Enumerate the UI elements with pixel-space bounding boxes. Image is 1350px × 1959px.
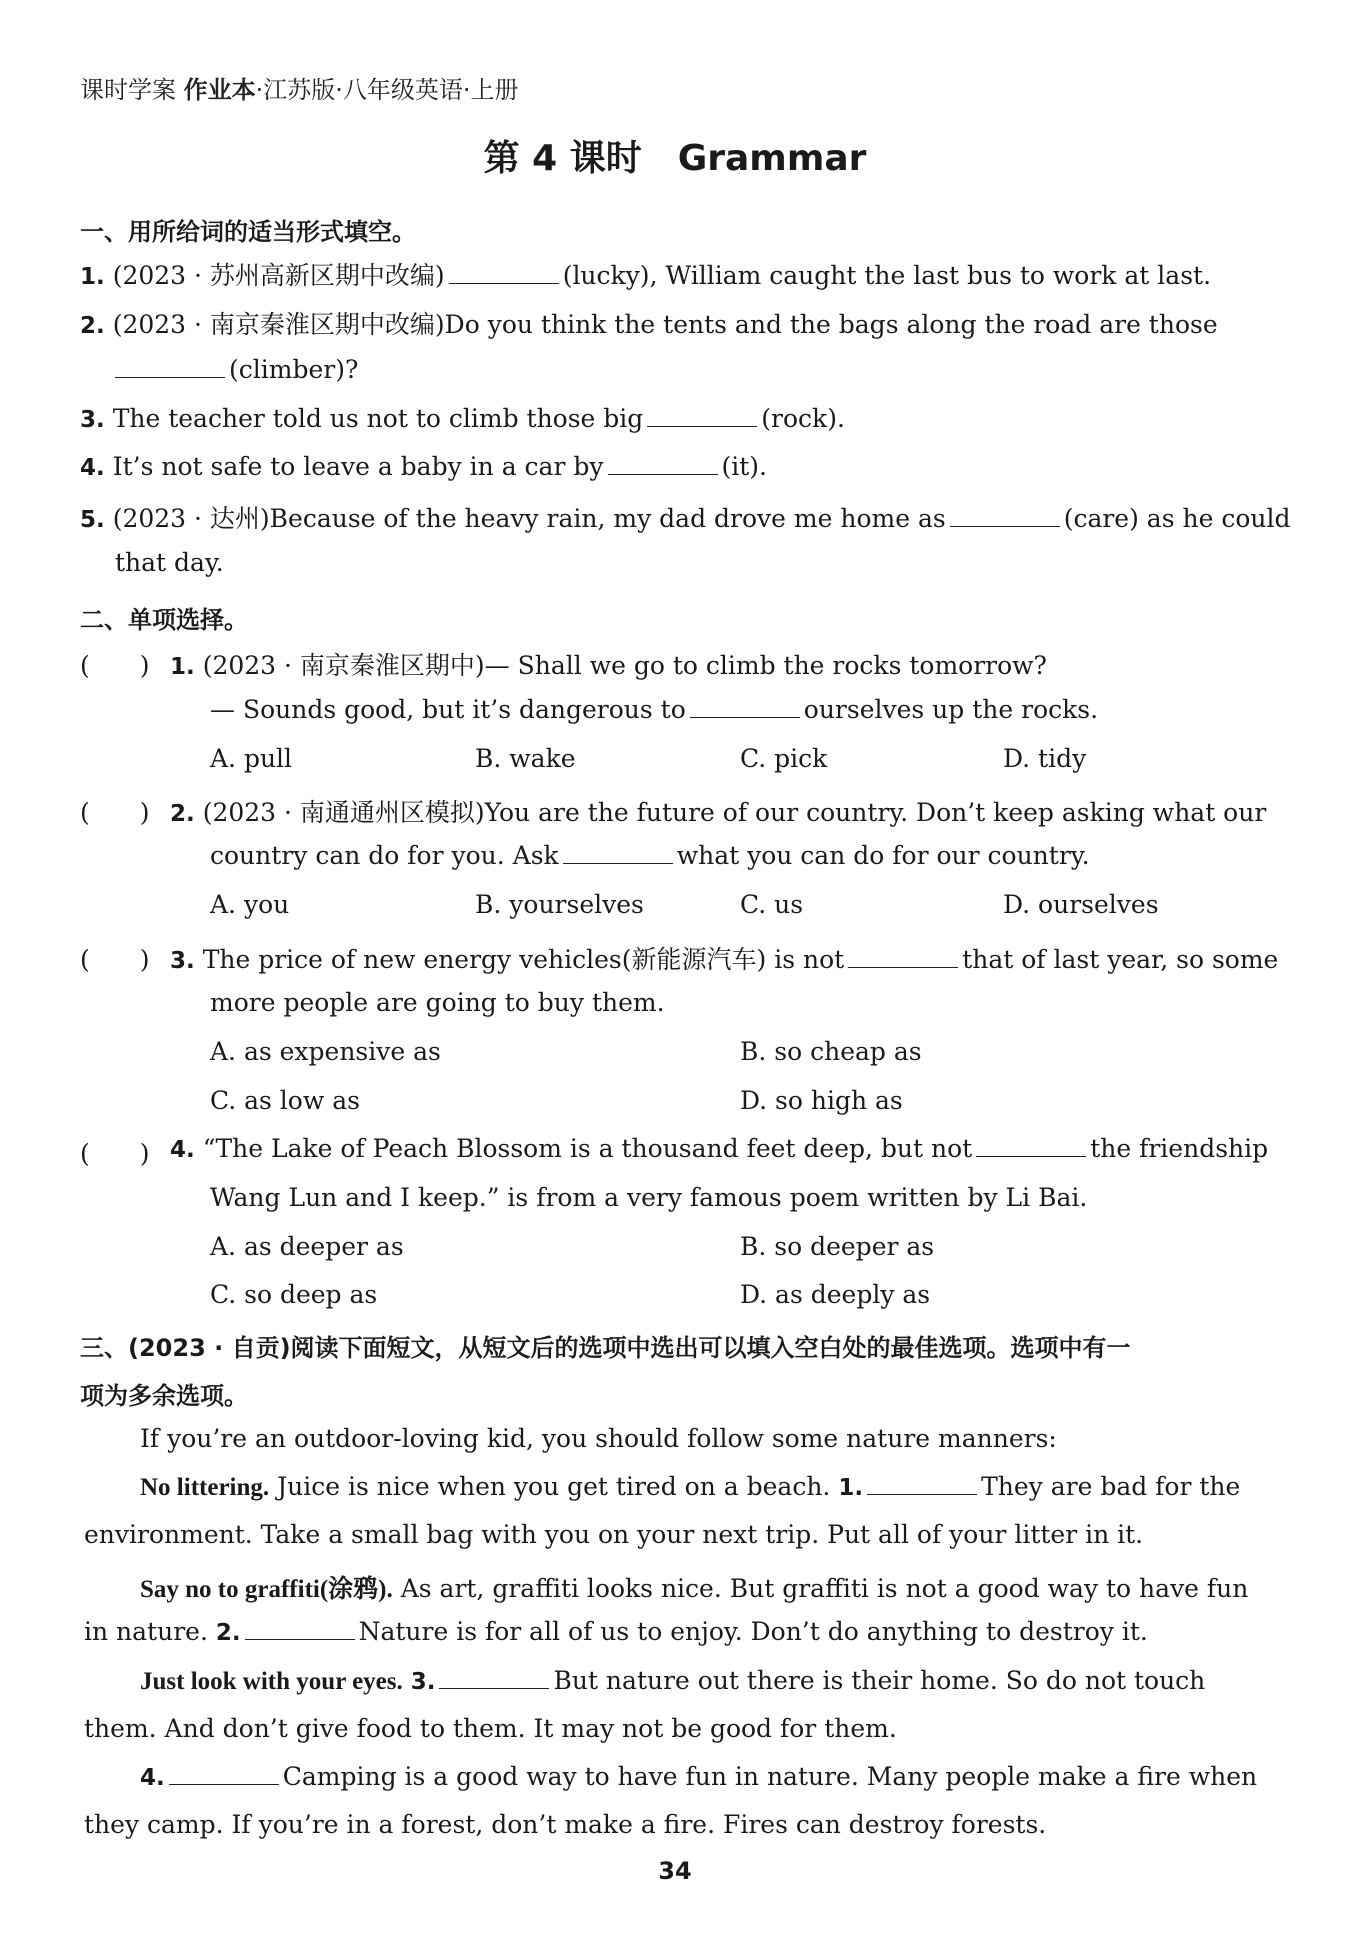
option-d[interactable]: D. ourselves (1003, 890, 1159, 919)
question-text: country can do for you. Ask (210, 841, 559, 870)
mc-question-2-line2 (210, 841, 1090, 870)
answer-blank[interactable] (690, 695, 800, 718)
passage-intro: If you’re an outdoor-loving kid, you should follow some nature manners: (140, 1424, 1057, 1453)
mc-question-1 (170, 646, 1047, 682)
option-b[interactable]: B. so cheap as (740, 1037, 922, 1066)
item-text: The teacher told us not to climb those big (112, 404, 644, 433)
option-b[interactable]: B. wake (475, 744, 576, 773)
question-text: what you can do for our country. (676, 841, 1090, 870)
question-text: “The Lake of Peach Blossom is a thousand feet deep, but not (202, 1134, 973, 1163)
para-text: Camping is a good way to have fun in nature. Many people make a fire when (282, 1762, 1258, 1791)
item-text: (lucky), William caught the last bus to work at last. (562, 261, 1212, 290)
passage-para-1 (140, 1472, 1240, 1502)
answer-blank[interactable] (976, 1134, 1086, 1157)
para-text: Juice is nice when you get tired on a beach. (277, 1472, 831, 1501)
section-1-heading: 一、用所给词的适当形式填空。 (80, 218, 416, 246)
answer-bracket[interactable]: ( ) (80, 1139, 150, 1168)
option-d[interactable]: D. as deeply as (740, 1280, 931, 1309)
answer-bracket[interactable]: ( ) (80, 945, 150, 974)
answer-blank[interactable] (169, 1762, 279, 1785)
fill-item-5 (80, 499, 1290, 535)
para-text: As art, graffiti looks nice. But graffiti is not a good way to have fun (400, 1574, 1249, 1603)
running-header (80, 70, 519, 105)
answer-blank[interactable] (439, 1666, 549, 1689)
para-text: They are bad for the (981, 1472, 1241, 1501)
question-text: ourselves up the rocks. (803, 695, 1099, 724)
item-text: (rock). (761, 404, 845, 433)
option-a[interactable]: A. pull (210, 744, 293, 773)
mc-question-1-line2 (210, 695, 1098, 724)
question-text: — Sounds good, but it’s dangerous to (210, 695, 686, 724)
book-name: 作业本 (183, 76, 256, 104)
section-3-heading: 三、(2023 · 自贡)阅读下面短文，从短文后的选项中选出可以填入空白处的最佳选项。选项中有一 (80, 1334, 1131, 1362)
section-2-heading: 二、单项选择。 (80, 606, 248, 634)
question-number: 2. (170, 801, 195, 827)
passage-para-2 (140, 1569, 1248, 1605)
answer-blank[interactable] (449, 261, 559, 284)
edition-info: ·江苏版·八年级英语·上册 (255, 76, 519, 104)
question-text: (2023 · 南通通州区模拟)You are the future of our country. Don’t keep asking what our (202, 798, 1267, 827)
option-b[interactable]: B. so deeper as (740, 1232, 935, 1261)
lesson-title: 第 4 课时 Grammar (483, 138, 867, 179)
mc-question-2 (170, 793, 1266, 829)
passage-para-4-cont: they camp. If you’re in a forest, don’t make a fire. Fires can destroy forests. (84, 1810, 1047, 1839)
question-number: 3. (170, 948, 195, 974)
item-number: 1. (80, 264, 105, 290)
item-text: It’s not safe to leave a baby in a car by (112, 452, 604, 481)
series-name: 课时学案 (80, 76, 176, 104)
passage-para-3-cont: them. And don’t give food to them. It may not be good for them. (84, 1714, 897, 1743)
answer-blank[interactable] (245, 1617, 355, 1640)
mc-question-3-line2: more people are going to buy them. (210, 988, 665, 1017)
answer-blank[interactable] (608, 452, 718, 475)
page-number: 34 (658, 1857, 692, 1885)
option-c[interactable]: C. so deep as (210, 1280, 378, 1309)
question-number: 1. (170, 654, 195, 680)
fill-item-4 (80, 452, 767, 481)
item-number: 2. (80, 313, 105, 339)
fill-item-5-cont: that day. (115, 548, 224, 577)
option-a[interactable]: A. as expensive as (210, 1037, 441, 1066)
question-text: The price of new energy vehicles(新能源汽车) is not (202, 945, 845, 974)
answer-bracket[interactable]: ( ) (80, 798, 150, 827)
fill-item-3 (80, 404, 845, 433)
blank-number: 1. (838, 1475, 864, 1501)
para-lead: No littering. (140, 1474, 270, 1501)
para-text: But nature out there is their home. So do not touch (553, 1666, 1206, 1695)
option-b[interactable]: B. yourselves (475, 890, 644, 919)
mc-question-4-line2: Wang Lun and I keep.” is from a very famous poem written by Li Bai. (210, 1183, 1088, 1212)
answer-blank[interactable] (867, 1472, 977, 1495)
answer-blank[interactable] (563, 841, 673, 864)
option-d[interactable]: D. so high as (740, 1086, 903, 1115)
answer-blank[interactable] (950, 504, 1060, 527)
fill-item-1 (80, 256, 1211, 292)
passage-para-2-cont (84, 1617, 1148, 1646)
answer-bracket[interactable]: ( ) (80, 651, 150, 680)
para-lead: Say no to graffiti(涂鸦). (140, 1576, 393, 1603)
item-number: 5. (80, 507, 105, 533)
item-text: (2023 · 南京秦淮区期中改编)Do you think the tents and the bags along the road are those (112, 310, 1218, 339)
item-text: (it). (721, 452, 767, 481)
option-c[interactable]: C. us (740, 890, 804, 919)
mc-question-3 (170, 940, 1278, 976)
mc-question-4 (170, 1134, 1268, 1163)
question-text: that of last year, so some (962, 945, 1279, 974)
fill-item-2-cont (115, 355, 358, 384)
passage-para-4 (140, 1762, 1257, 1791)
option-a[interactable]: A. as deeper as (210, 1232, 404, 1261)
option-a[interactable]: A. you (210, 890, 290, 919)
question-text: (2023 · 南京秦淮区期中)— Shall we go to climb the rocks tomorrow? (202, 651, 1047, 680)
item-text: (2023 · 苏州高新区期中改编) (112, 261, 445, 290)
answer-blank[interactable] (848, 945, 958, 968)
fill-item-2 (80, 305, 1218, 341)
item-number: 4. (80, 455, 105, 481)
blank-number: 2. (215, 1620, 241, 1646)
option-c[interactable]: C. as low as (210, 1086, 360, 1115)
item-text: (care) as he could (1063, 504, 1291, 533)
passage-para-3 (140, 1666, 1205, 1696)
item-number: 3. (80, 407, 105, 433)
question-number: 4. (170, 1137, 195, 1163)
item-text: (climber)? (229, 355, 359, 384)
para-lead: Just look with your eyes. (140, 1668, 403, 1695)
answer-blank[interactable] (647, 404, 757, 427)
section-3-heading-cont: 项为多余选项。 (80, 1382, 248, 1410)
answer-blank[interactable] (115, 355, 225, 378)
option-d[interactable]: D. tidy (1003, 744, 1087, 773)
option-c[interactable]: C. pick (740, 744, 828, 773)
blank-number: 3. (410, 1669, 436, 1695)
item-text: (2023 · 达州)Because of the heavy rain, my dad drove me home as (112, 504, 946, 533)
para-text: Nature is for all of us to enjoy. Don’t do anything to destroy it. (358, 1617, 1148, 1646)
blank-number: 4. (140, 1765, 165, 1791)
question-text: the friendship (1090, 1134, 1269, 1163)
passage-para-1-cont: environment. Take a small bag with you on your next trip. Put all of your litter in it. (84, 1520, 1144, 1549)
para-text: in nature. (84, 1617, 208, 1646)
